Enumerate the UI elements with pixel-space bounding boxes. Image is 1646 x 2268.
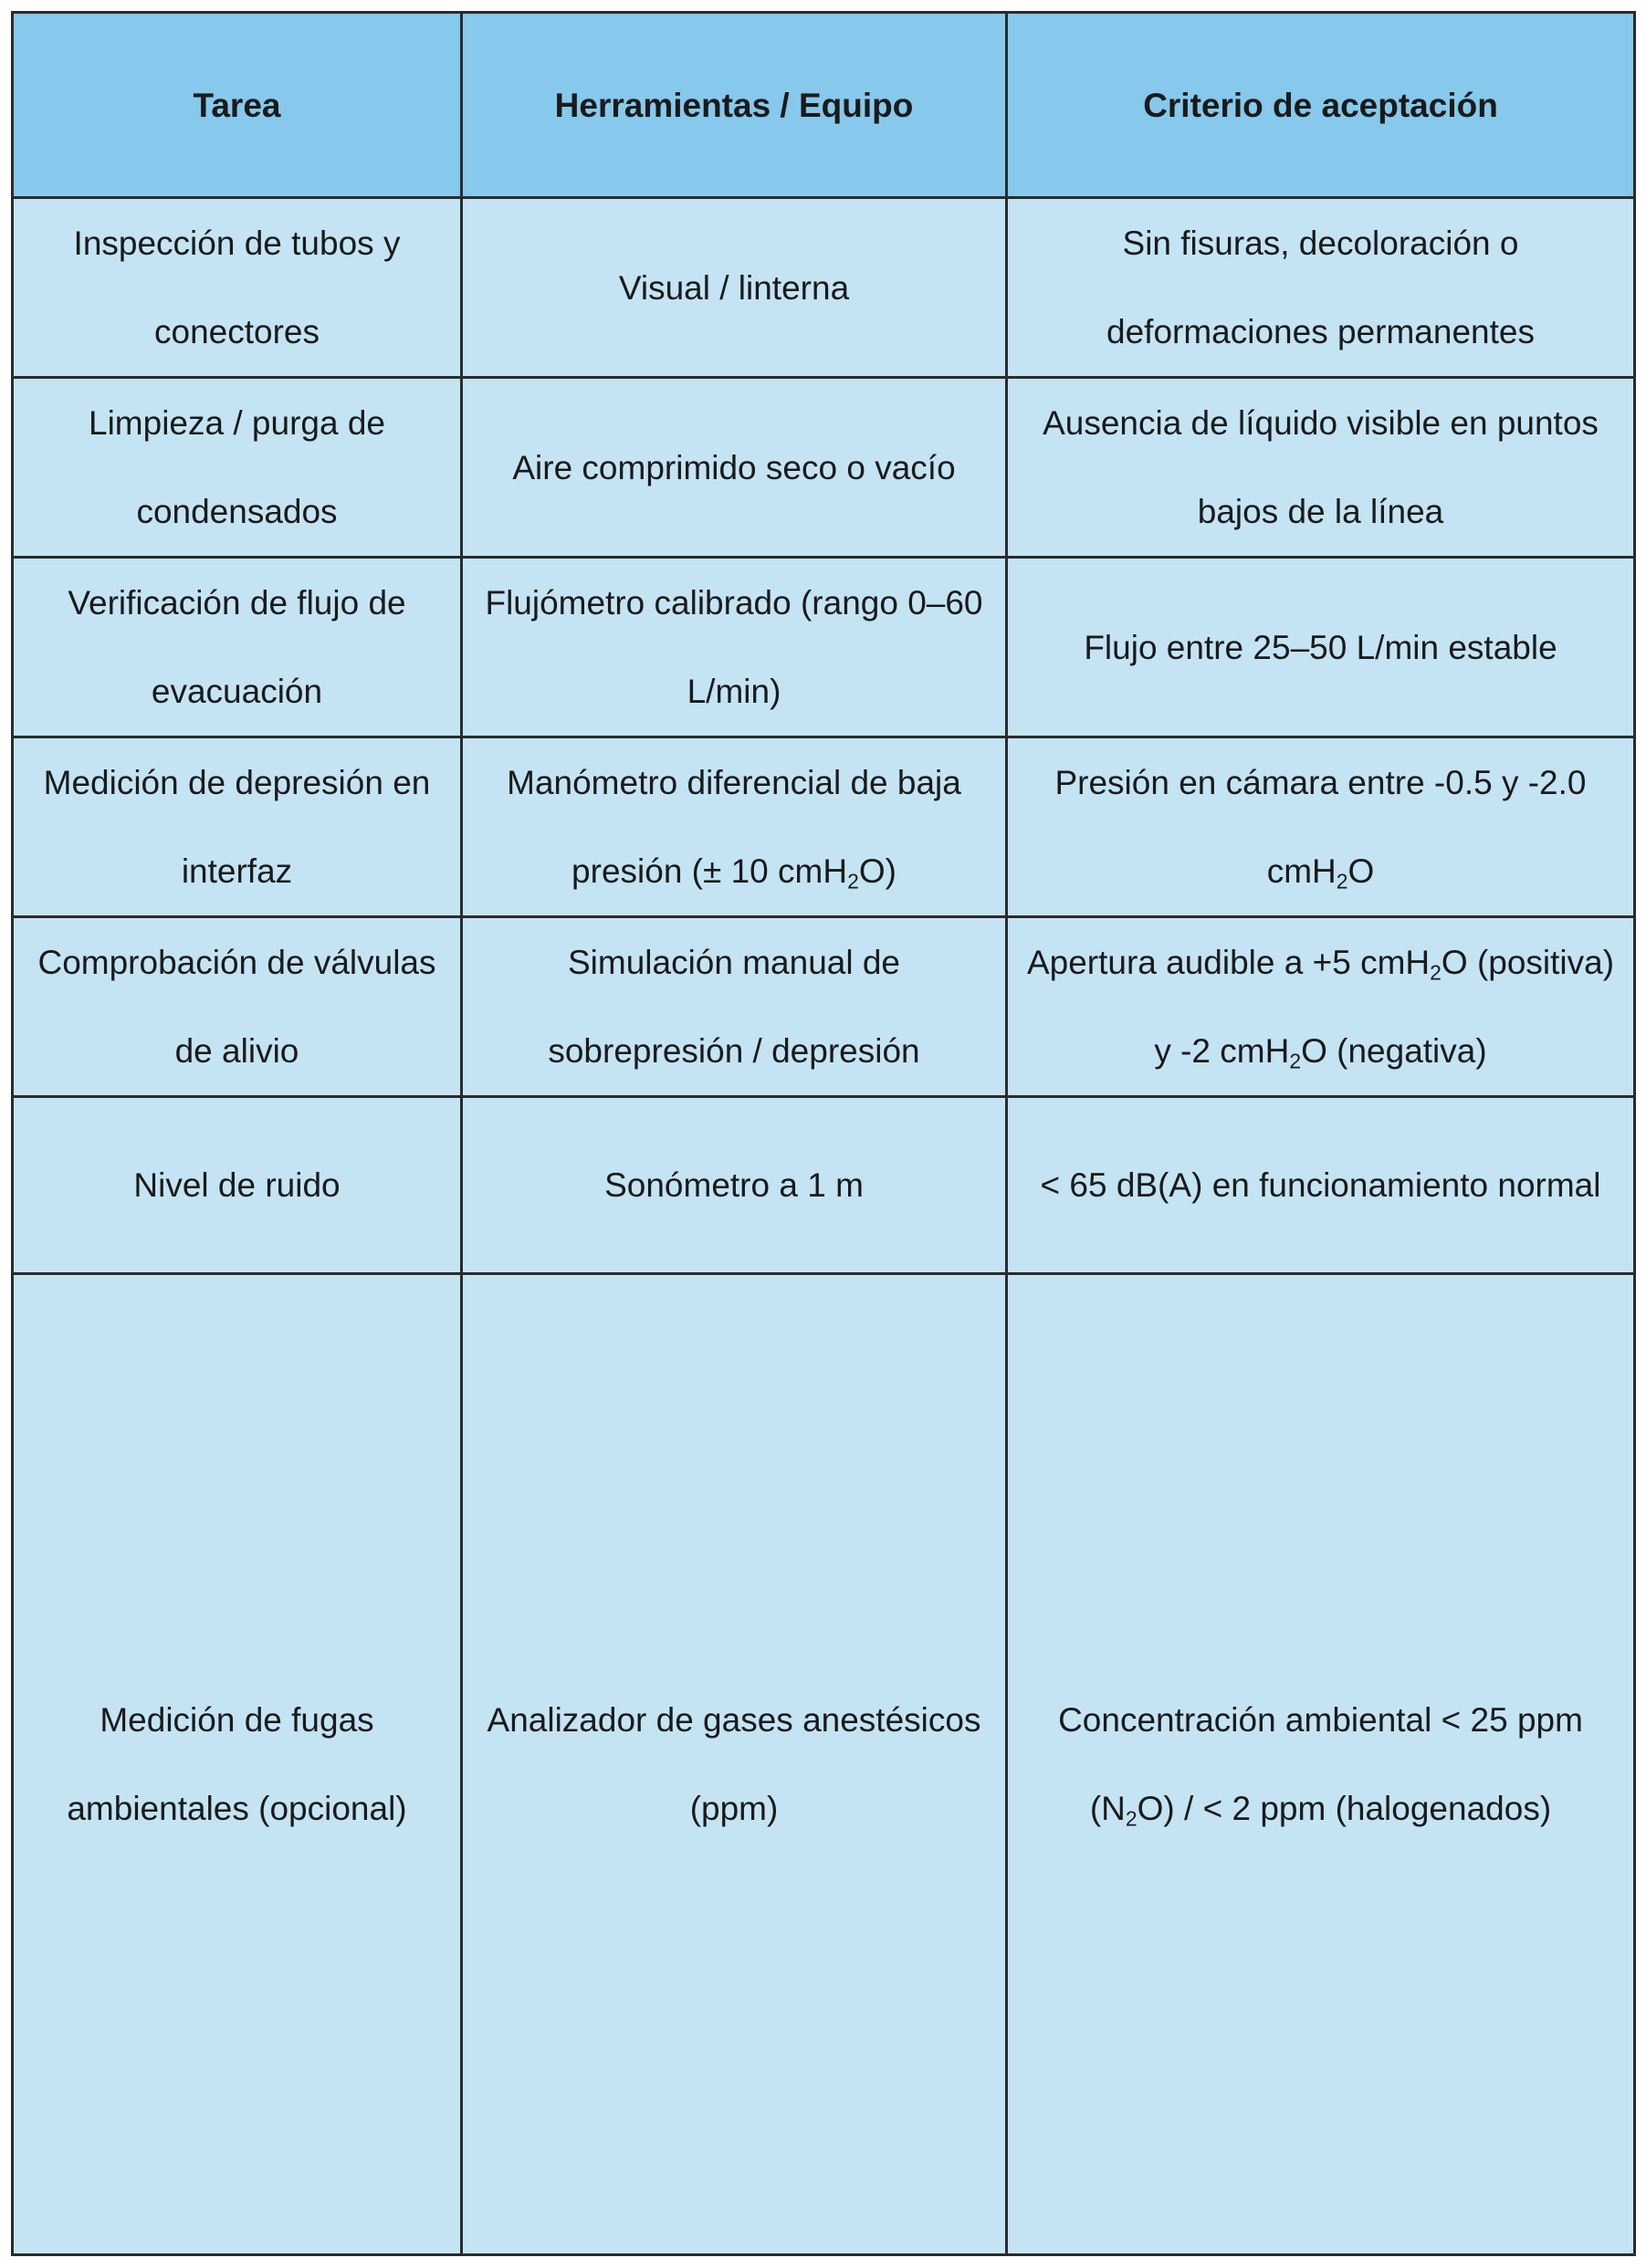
table-row <box>13 1274 1635 2255</box>
cell-herramientas: Manómetro diferencial de baja presión (± 10 cmH$_2$O) <box>462 737 1007 917</box>
cell-tarea: Medición de fugas ambientales (opcional) <box>13 1274 462 2255</box>
cell-tarea: Verificación de flujo de evacuación <box>13 558 462 737</box>
cell-criterio: Ausencia de líquido visible en puntos bajos de la línea <box>1007 378 1635 558</box>
cell-criterio: Concentración ambiental < 25 ppm $(N_2O)$ / < 2 ppm (halogenados) <box>1007 1274 1635 2255</box>
table-row <box>13 378 1635 558</box>
cell-criterio: Sin fisuras, decoloración o deformaciones permanentes <box>1007 198 1635 378</box>
cell-herramientas: Analizador de gases anestésicos (ppm) <box>462 1274 1007 2255</box>
cell-criterio: Apertura audible a +5 cmH$_2$O (positiva) y -2 cmH$_2$O (negativa) <box>1007 917 1635 1097</box>
cell-tarea: Inspección de tubos y conectores <box>13 198 462 378</box>
cell-herramientas: Visual / linterna <box>462 198 1007 378</box>
table-row <box>13 737 1635 917</box>
table-row <box>13 198 1635 378</box>
cell-criterio: Flujo entre 25–50 L/min estable <box>1007 558 1635 737</box>
header-tarea: Tarea <box>13 13 462 198</box>
table-row <box>13 558 1635 737</box>
cell-tarea: Limpieza / purga de condensados <box>13 378 462 558</box>
cell-herramientas: Simulación manual de sobrepresión / depresión <box>462 917 1007 1097</box>
table-header-row <box>13 13 1635 198</box>
header-herramientas: Herramientas / Equipo <box>462 13 1007 198</box>
cell-herramientas: Flujómetro calibrado (rango 0–60 L/min) <box>462 558 1007 737</box>
cell-herramientas: Aire comprimido seco o vacío <box>462 378 1007 558</box>
cell-criterio: Presión en cámara entre -0.5 y -2.0 cmH$_2$O <box>1007 737 1635 917</box>
table-row <box>13 917 1635 1097</box>
maintenance-table <box>11 11 1636 2256</box>
cell-tarea: Medición de depresión en interfaz <box>13 737 462 917</box>
header-criterio: Criterio de aceptación <box>1007 13 1635 198</box>
cell-tarea: Comprobación de válvulas de alivio <box>13 917 462 1097</box>
cell-tarea: Nivel de ruido <box>13 1097 462 1274</box>
table-row <box>13 1097 1635 1274</box>
cell-criterio: < 65 dB(A) en funcionamiento normal <box>1007 1097 1635 1274</box>
cell-herramientas: Sonómetro a 1 m <box>462 1097 1007 1274</box>
